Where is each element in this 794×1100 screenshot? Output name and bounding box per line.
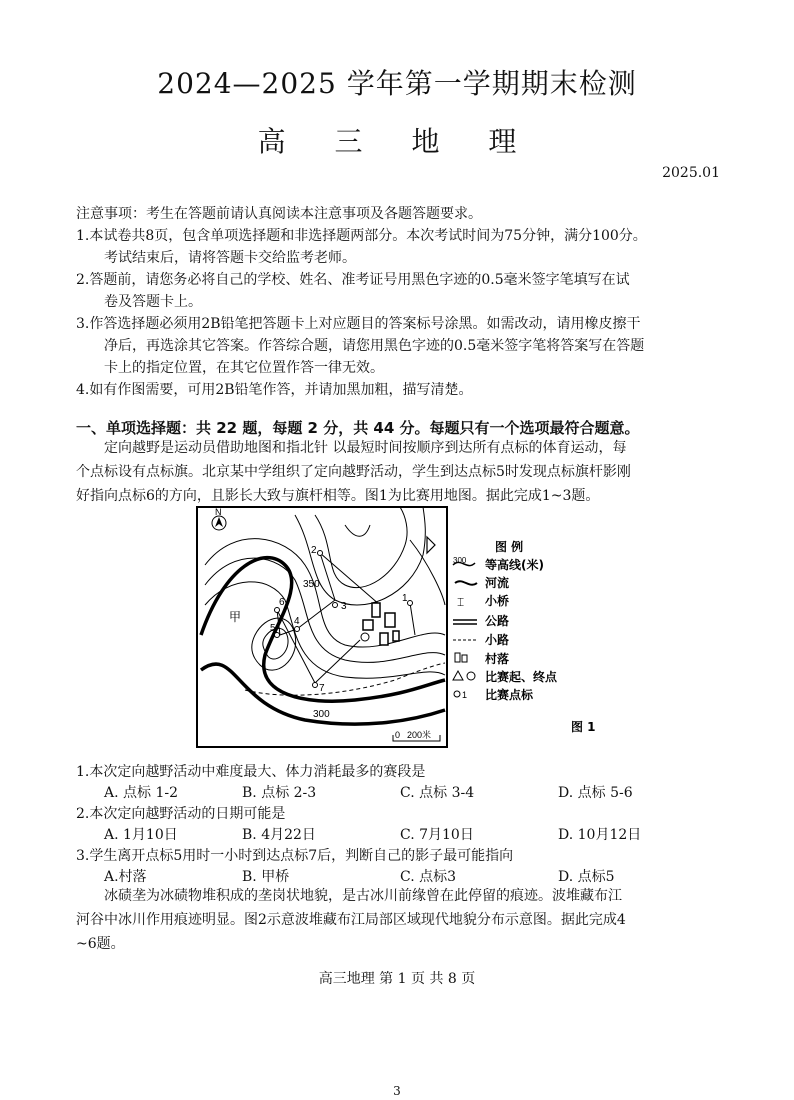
option: A. 点标 1-2 — [104, 785, 179, 801]
legend-finish-icon — [467, 672, 475, 680]
subject-title: 高 三 地 理 — [257, 125, 537, 158]
legend-sample-value: 300 — [453, 556, 467, 565]
notice-line: 考试结束后，请将答题卡交给监考老师。 — [104, 250, 356, 266]
notice-heading: 注意事项：考生在答题前请认真阅读本注意事项及各题答题要求。 — [76, 206, 482, 222]
option: B. 甲桥 — [242, 869, 290, 885]
question-2-stem: 2.本次定向越野活动的日期可能是 — [76, 806, 286, 822]
passage-line: 冰碛垄为冰碛物堆积成的垄岗状地貌，是古冰川前缘曾在此停留的痕迹。波堆藏布江 — [104, 888, 622, 904]
legend-village-icon — [455, 653, 460, 662]
option: C. 点标3 — [400, 869, 457, 885]
north-label: N — [215, 507, 222, 517]
legend-item: 小桥 — [485, 594, 510, 608]
section-heading: 一、单项选择题：共 22 题，每题 2 分，共 44 分。每题只有一个选项最符合题意。 — [76, 419, 640, 437]
exam-title: 2024—2025 学年第一学期期末检测 — [157, 67, 637, 100]
point-label: 7 — [319, 683, 325, 694]
passage-2 — [76, 884, 726, 956]
page-number: 3 — [393, 1084, 401, 1098]
point-label: 2 — [311, 545, 317, 556]
point-label: 1 — [402, 593, 408, 604]
svg-text:1: 1 — [462, 690, 468, 700]
option: D. 点标5 — [558, 869, 615, 885]
option: C. 7月10日 — [400, 827, 474, 843]
passage-line: 河谷中冰川作用痕迹明显。图2示意波堆藏布江局部区域现代地貌分布示意图。据此完成4 — [76, 912, 626, 928]
figure-1-map — [195, 505, 615, 755]
point-label: 3 — [341, 601, 347, 612]
legend-item: 等高线(米) — [485, 558, 544, 572]
legend-river-icon — [455, 581, 477, 584]
option: D. 点标 5-6 — [558, 785, 633, 801]
page-footer: 高三地理 第 1 页 共 8 页 — [318, 971, 476, 987]
legend-item: 比赛起、终点 — [485, 670, 558, 684]
legend-item: 比赛点标 — [485, 688, 534, 702]
question-3-options — [0, 866, 794, 886]
scale-zero: 0 — [395, 730, 401, 740]
contour-label: 350 — [303, 579, 320, 590]
notice-line: 3.作答选择题必须用2B铅笔把答题卡上对应题目的答案标号涂黑。如需改动，请用橡皮擦干 — [76, 316, 641, 332]
notice-line: 卷及答题卡上。 — [104, 294, 202, 310]
question-1-stem: 1.本次定向越野活动中难度最大、体力消耗最多的赛段是 — [76, 764, 426, 780]
figure-caption: 图 1 — [571, 720, 596, 734]
option: D. 10月12日 — [558, 827, 642, 843]
notice-line: 净后，再选涂其它答案。作答综合题，请您用黑色字迹的0.5毫米签字笔将答案写在答题 — [104, 338, 645, 354]
legend-point-icon — [454, 691, 460, 697]
notice-block — [76, 203, 726, 401]
scale-label: 200米 — [407, 730, 432, 740]
legend-item: 公路 — [485, 614, 510, 628]
legend-item: 河流 — [485, 576, 510, 590]
passage-line: 个点标设有点标旗。北京某中学组织了定向越野活动，学生到达点标5时发现点标旗杆影刚 — [76, 464, 631, 480]
option: B. 4月22日 — [242, 827, 316, 843]
legend-road-icon — [453, 620, 477, 624]
legend-start-icon — [453, 671, 463, 680]
legend-item: 村落 — [485, 652, 510, 666]
passage-1 — [76, 436, 726, 508]
finish-marker-icon — [361, 633, 369, 641]
option: A. 1月10日 — [104, 827, 178, 843]
point-label: 5 — [270, 623, 276, 634]
legend-item: 小路 — [485, 633, 510, 647]
contour-label: 300 — [313, 709, 330, 720]
legend-title: 图 例 — [495, 540, 524, 554]
question-1-options — [0, 782, 794, 802]
passage-line: 好指向点标6的方向，且影长大致与旗杆相等。图1为比赛用地图。据此完成1~3题。 — [76, 488, 600, 504]
option: B. 点标 2-3 — [242, 785, 317, 801]
question-2-options — [0, 824, 794, 844]
passage-line: ~6题。 — [76, 936, 125, 952]
option: C. 点标 3-4 — [400, 785, 475, 801]
notice-line: 2.答题前，请您务必将自己的学校、姓名、准考证号用黑色字迹的0.5毫米签字笔填写在试 — [76, 272, 630, 288]
option: A.村落 — [104, 869, 147, 885]
village-label: 甲 — [229, 610, 242, 624]
legend — [453, 539, 596, 734]
notice-line: 1.本试卷共8页，包含单项选择题和非选择题两部分。本次考试时间为75分钟，满分100分。 — [76, 228, 647, 244]
point-label: 6 — [279, 597, 285, 608]
notice-line: 卡上的指定位置，在其它位置作答一律无效。 — [104, 360, 384, 376]
exam-date: 2025.01 — [662, 165, 720, 181]
passage-line: 定向越野是运动员借助地图和指北针 以最短时间按顺序到达所有点标的体育运动，每 — [104, 440, 627, 456]
point-label: 4 — [294, 616, 300, 627]
legend-bridge-icon: ⌶ — [457, 595, 465, 609]
question-3-stem: 3.学生离开点标5用时一小时到达点标7后，判断自己的影子最可能指向 — [76, 848, 514, 864]
notice-line: 4.如有作图需要，可用2B铅笔作答，并请加黑加粗，描写清楚。 — [76, 382, 473, 398]
